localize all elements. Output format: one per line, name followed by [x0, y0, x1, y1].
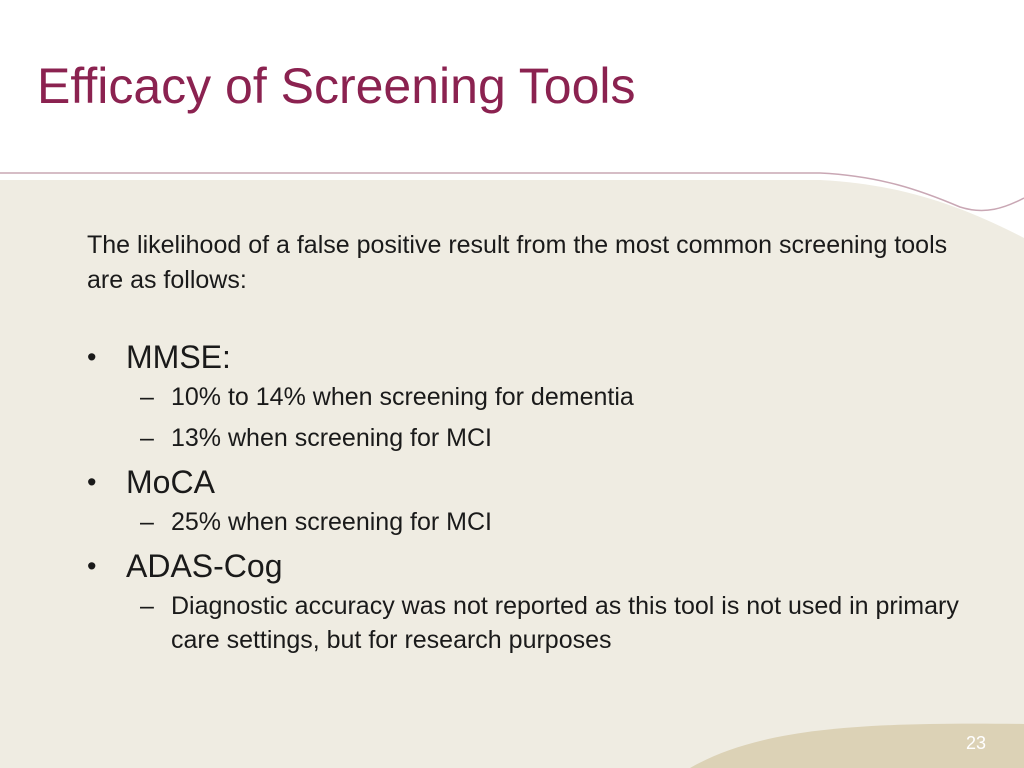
- bullet-item-adas-cog: [87, 545, 967, 657]
- bullet-marker: •: [87, 342, 97, 372]
- sub-item: [126, 380, 967, 414]
- sub-list-moca: [126, 505, 967, 539]
- sub-list-adas-cog: [126, 589, 967, 657]
- dash-marker: –: [140, 508, 154, 536]
- slide-title: Efficacy of Screening Tools: [37, 58, 636, 114]
- page-number: 23: [966, 733, 987, 753]
- bullet-list: [87, 336, 967, 657]
- dash-marker: –: [140, 592, 154, 620]
- intro-paragraph: The likelihood of a false positive result from the most common screening tools are as follows:: [87, 231, 948, 294]
- bullet-label-adas-cog: ADAS-Cog: [126, 548, 283, 584]
- dash-marker: –: [140, 424, 154, 452]
- sub-item-text: 13% when screening for MCI: [171, 424, 492, 452]
- dash-marker: –: [140, 383, 154, 411]
- slide-content: [87, 228, 967, 663]
- bullet-marker: •: [87, 551, 97, 581]
- bullet-label-mmse: MMSE:: [126, 339, 231, 375]
- sub-item-text: 10% to 14% when screening for dementia: [171, 383, 634, 411]
- sub-item: [126, 589, 967, 657]
- sub-list-mmse: [126, 380, 967, 455]
- sub-item: [126, 505, 967, 539]
- bullet-item-moca: [87, 461, 967, 539]
- bullet-label-moca: MoCA: [126, 464, 215, 500]
- sub-item-text: 25% when screening for MCI: [171, 508, 492, 536]
- bullet-item-mmse: [87, 336, 967, 455]
- sub-item-text: Diagnostic accuracy was not reported as this tool is not used in primary care settings, but for research purposes: [171, 592, 959, 654]
- sub-item: [126, 421, 967, 455]
- bullet-marker: •: [87, 467, 97, 497]
